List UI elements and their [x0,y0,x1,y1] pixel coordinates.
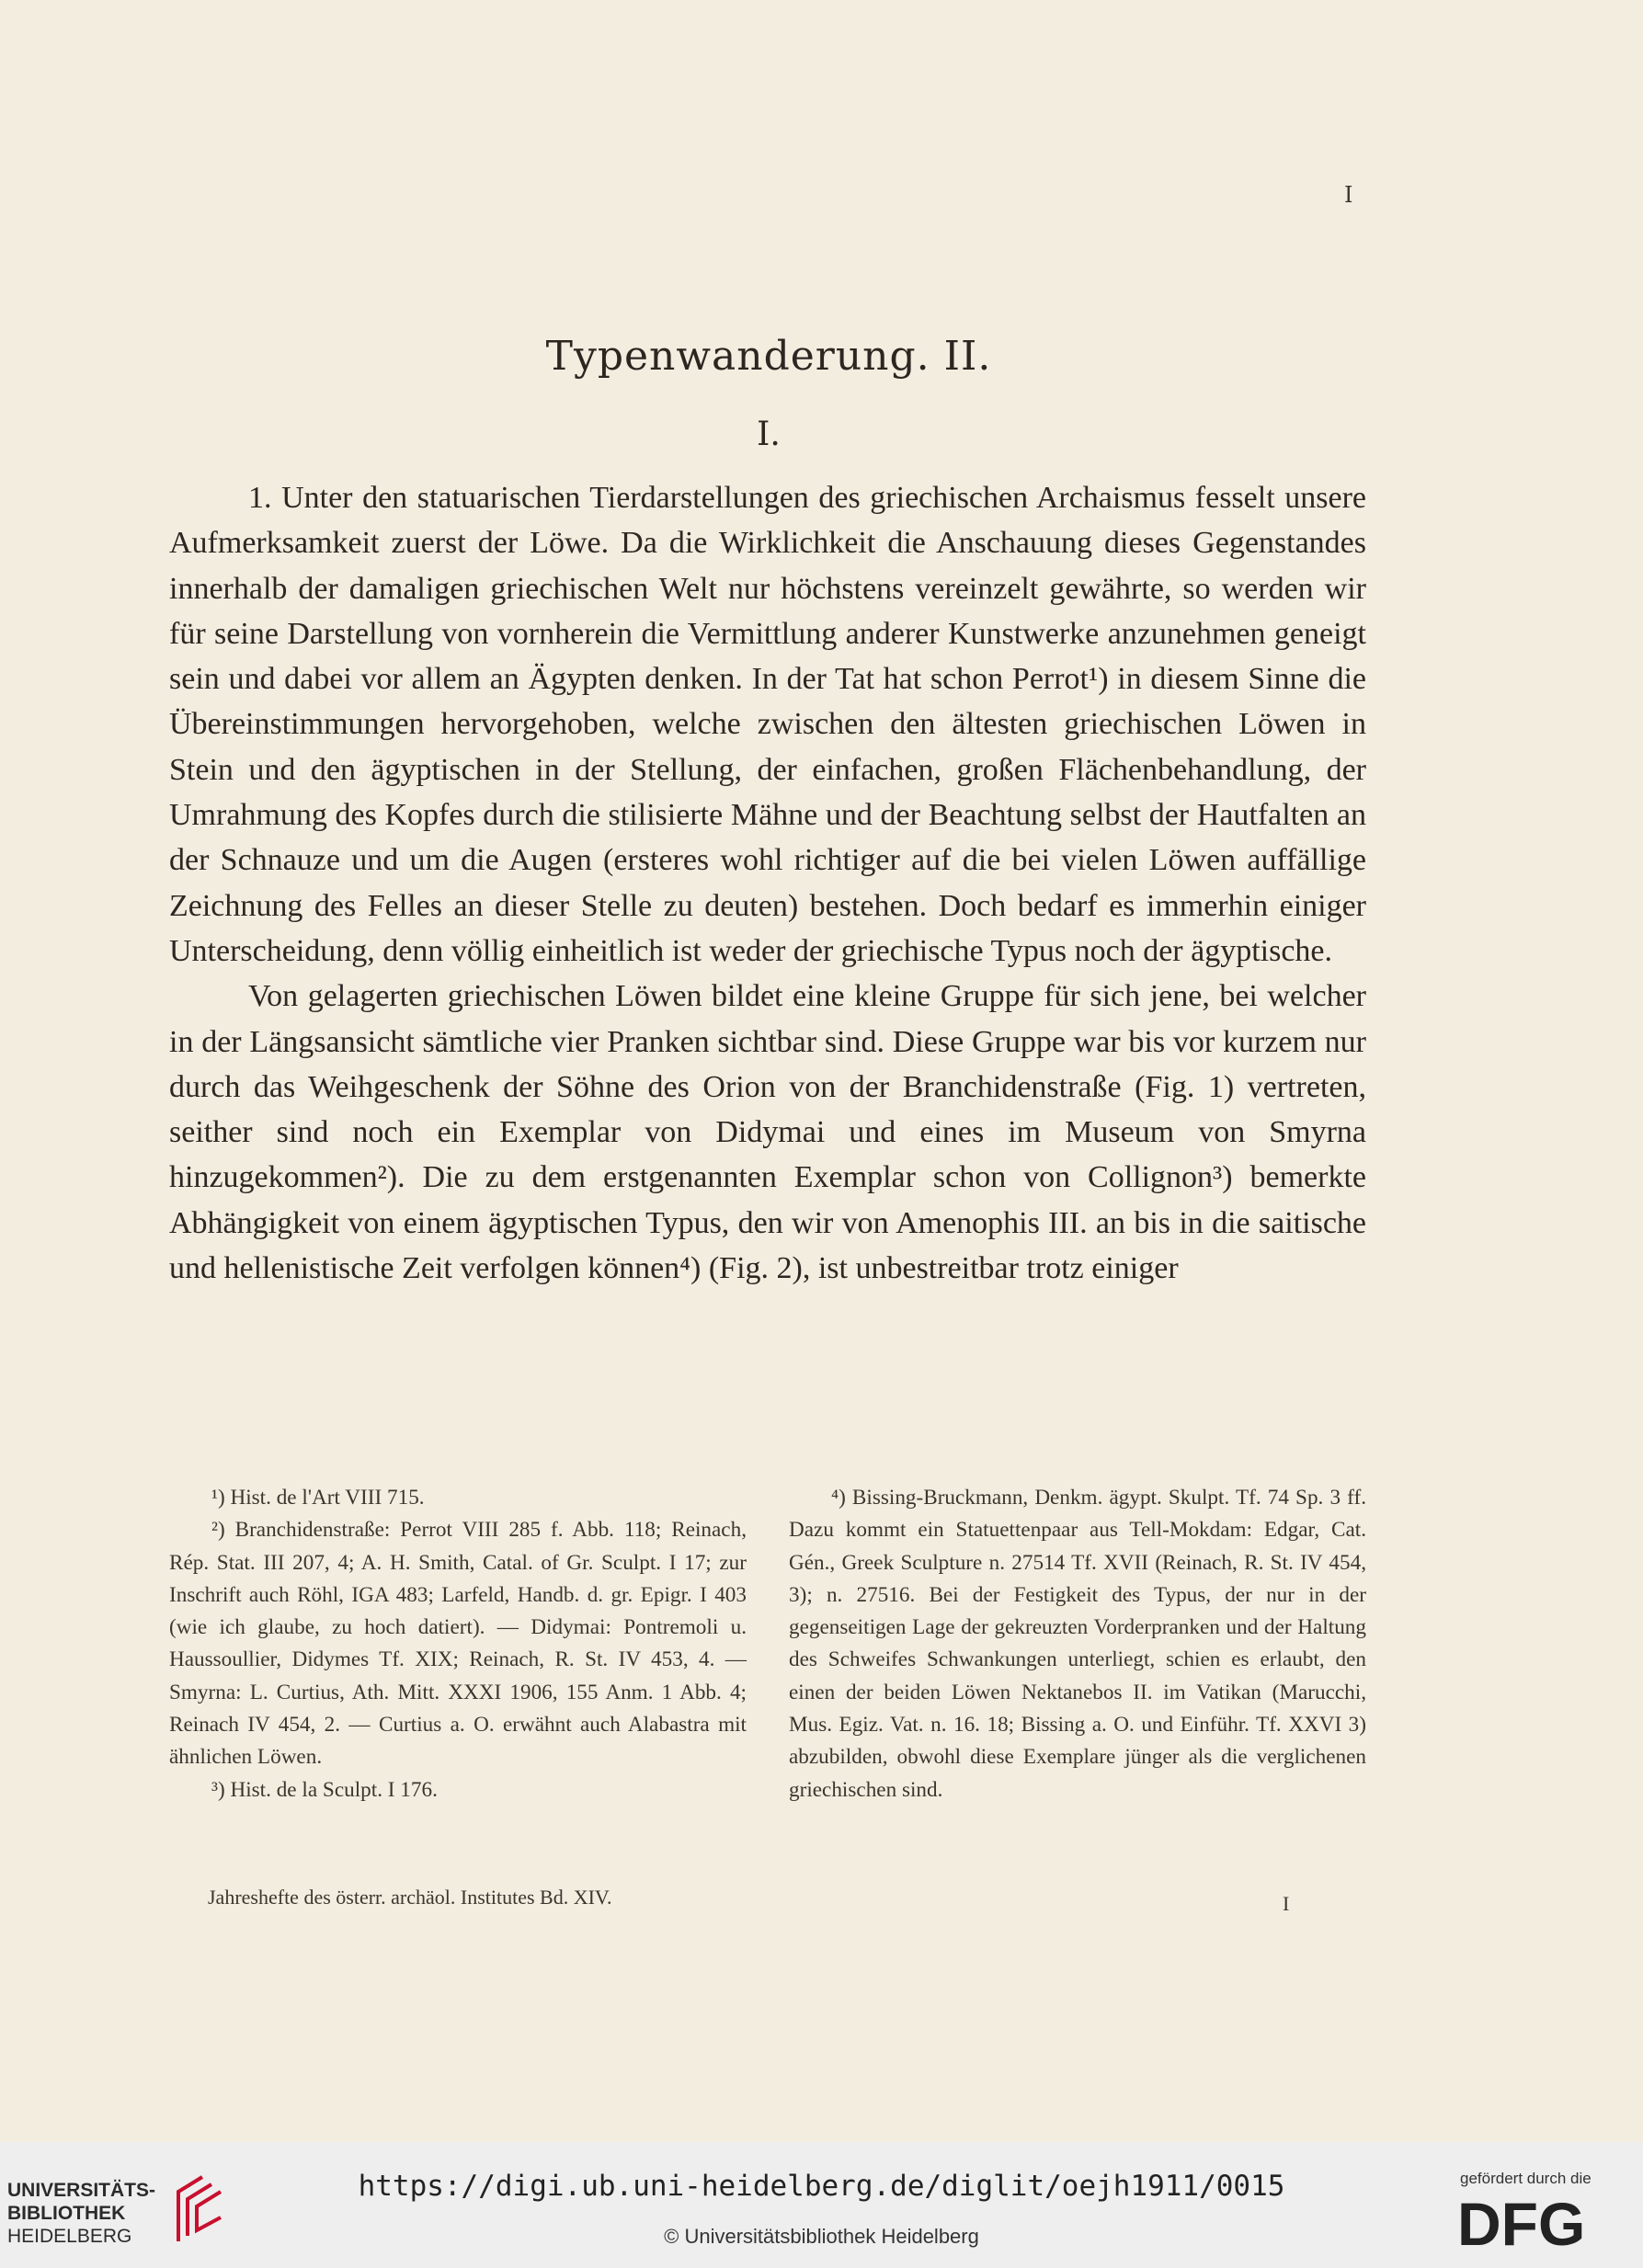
dfg-logo-icon[interactable] [1457,2194,1618,2251]
copyright-notice: © Universitätsbibliothek Heidelberg [664,2225,979,2248]
footnotes-left-column [169,1482,747,1806]
signature-mark: I [1283,1892,1290,1915]
section-heading: I. [757,416,781,453]
paragraph: 1. Unter den statuarischen Tierdarstellungen des griechischen Archaismus fesselt unsere Aufmerksamkeit zuerst der Löwe. Da die Wirklichkeit die Anschauung dieses Gegenstandes innerhalb der damaligen griechischen Welt nur höchstens vereinzelt gewährte, so werden wir für seine Darstellung von vornherein die Vermittlung anderer Kunstwerke anzunehmen geneigt sein und dabei vor allem an Ägypten denken. In der Tat hat schon Perrot¹) in diesem Sinne die Übereinstimmungen hervorgehoben, welche zwischen den ältesten griechischen Löwen in Stein und den ägyptischen in der Stellung, der einfachen, großen Flächenbehandlung, der Umrahmung des Kopfes durch die stilisierte Mähne und der Beachtung selbst der Hautfalten an der Schnauze und um die Augen (ersteres wohl richtiger auf die bei vielen Löwen auffällige Zeichnung des Felles an dieser Stelle zu deuten) bestehen. Doch bedarf es immerhin einiger Unterscheidung, denn völlig einheitlich ist weder der griechische Typus noch der ägyptische. [169,481,1366,968]
footnotes [169,1482,1366,1806]
footnote: ²) Branchidenstraße: Perrot VIII 285 f. Abb. 118; Reinach, Rép. Stat. III 207, 4; A. H. Smith, Catal. of Gr. Sculpt. I 17; zur Inschrift auch Röhl, IGA 483; Larfeld, Handb. d. gr. Epigr. I 403 (wie ich glaube, zu hoch datiert). — Didymai: Pontremoli u. Haussoullier, Didymes Tf. XIX; Reinach, R. St. IV 453, 4. — Smyrna: L. Curtius, Ath. Mitt. XXXI 1906, 155 Anm. 1 Abb. 4; Reinach IV 454, 2. — Curtius a. O. erwähnt auch Alabastra mit ähnlichen Löwen. [169,1518,747,1770]
footnote: ¹) Hist. de l'Art VIII 715. [211,1486,425,1510]
footnotes-right-column [789,1482,1366,1806]
journal-line: Jahreshefte des österr. archäol. Institutes Bd. XIV. [208,1886,612,1909]
page-number: I [1344,182,1353,208]
dfg-logo-text: DFG [1457,2194,1586,2251]
library-logo-line2: BIBLIOTHEK [7,2203,126,2224]
paragraph: Von gelagerten griechischen Löwen bildet eine kleine Gruppe für sich jene, bei welcher in der Längsansicht sämtliche vier Pranken sichtbar sind. Diese Gruppe war bis vor kurzem nur durch das Weihgeschenk der Söhne des Orion von der Branchidenstraße (Fig. 1) vertreten, seither sind noch ein Exemplar von Didymai und eines im Museum von Smyrna hinzugekommen²). Die zu dem erstgenannten Exemplar schon von Collignon³) bemerkte Abhängigkeit von einem ägyptischen Typus, den wir von Amenophis III. an bis in die saitische und hellenistische Zeit verfolgen können⁴) (Fig. 2), ist unbestreitbar trotz einiger [169,979,1366,1286]
library-logo-line1: UNIVERSITÄTS- [7,2180,156,2201]
viewer-footer [0,2142,1643,2268]
funding-label: gefördert durch die [1460,2170,1592,2187]
footnote: ³) Hist. de la Sculpt. I 176. [211,1777,438,1802]
body-text [169,475,1366,1291]
library-logo-line3: HEIDELBERG [7,2226,132,2247]
document-url[interactable]: https://digi.ub.uni-heidelberg.de/diglit/oejh1911/0015 [358,2170,1285,2203]
article-title: Typenwanderung. II. [545,333,992,380]
footnote: ⁴) Bissing-Bruckmann, Denkm. ägypt. Skulpt. Tf. 74 Sp. 3 ff. Dazu kommt ein Statuettenpaar aus Tell-Mokdam: Edgar, Cat. Gén., Greek Sculpture n. 27514 Tf. XVII (Reinach, R. St. IV 454, 3); n. 27516. Bei der Festigkeit des Typus, der nur in der gegenseitigen Lage der gekreuzten Vorderpranken und der Haltung des Schweifes Schwankungen unterliegt, schien es erlaubt, den einen der beiden Löwen Nektanebos II. im Vatikan (Marucchi, Mus. Egiz. Vat. n. 16. 18; Bissing a. O. und Einführ. Tf. XXVI 3) abzubilden, obwohl diese Exemplare jünger als die verglichenen griechischen sind. [789,1486,1366,1802]
